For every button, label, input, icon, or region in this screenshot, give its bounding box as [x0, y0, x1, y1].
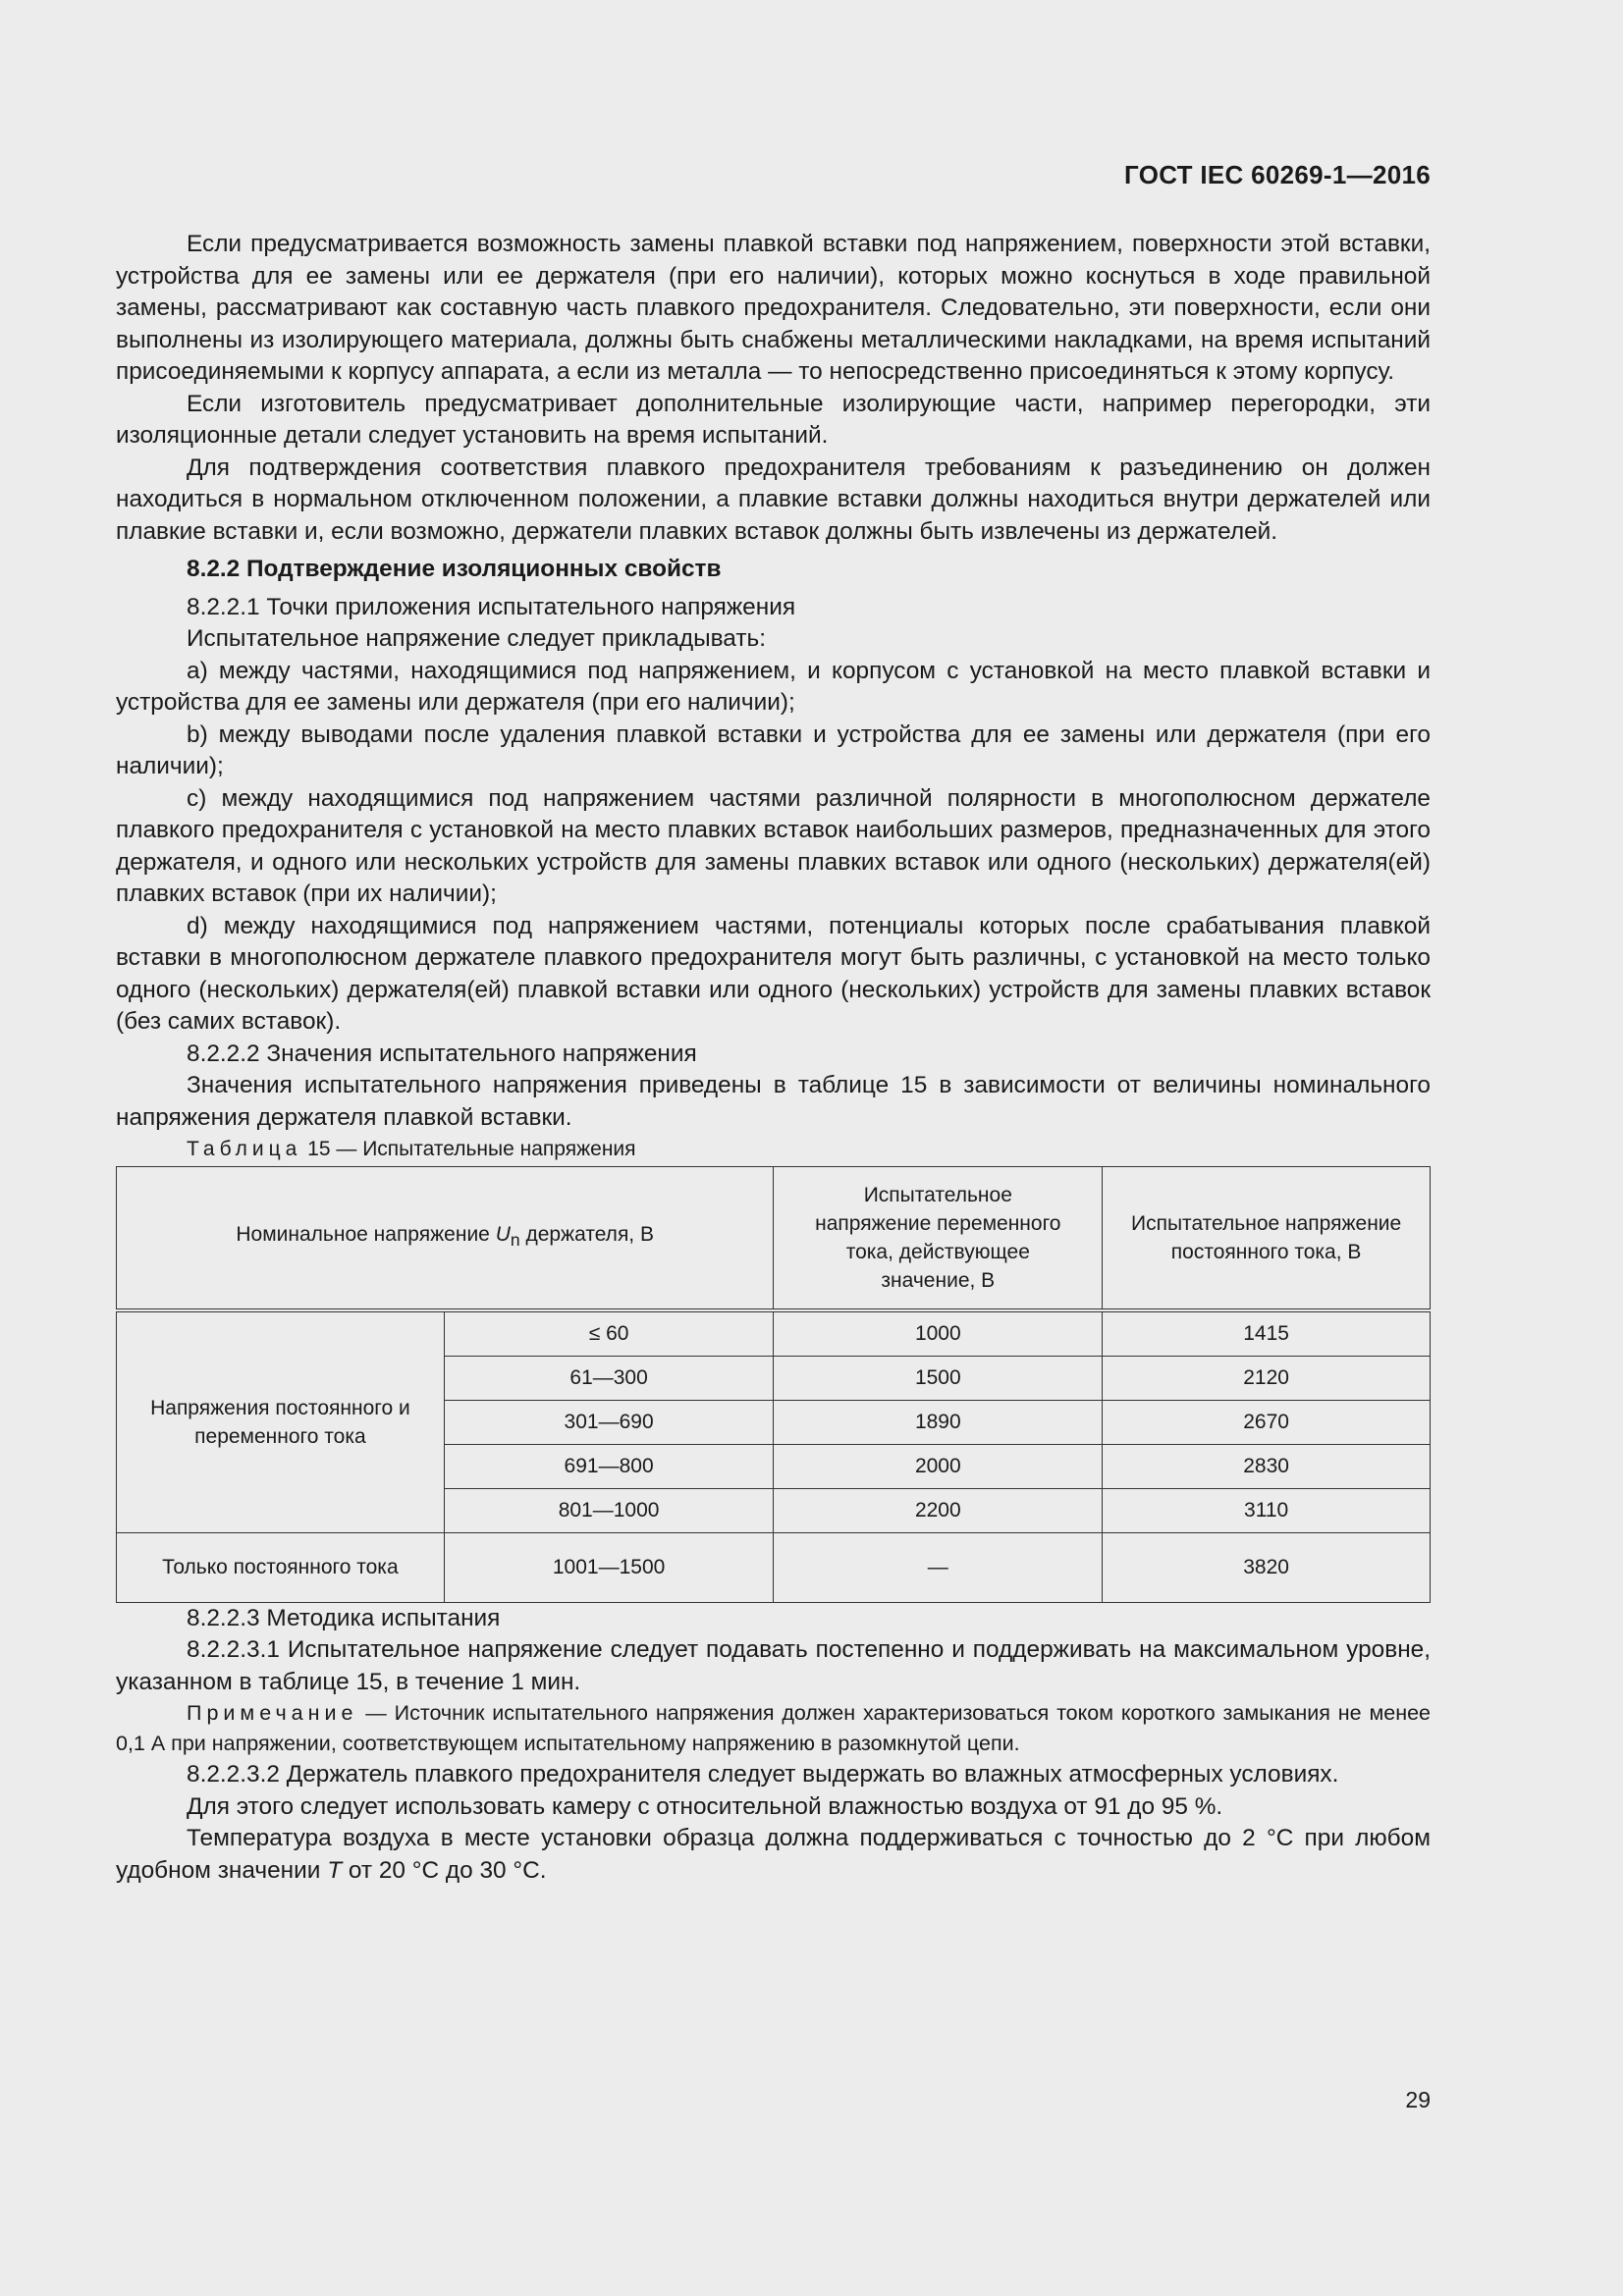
page-number: 29	[1405, 2087, 1431, 2112]
paragraph: Испытательное напряжение следует прикладывать:	[187, 625, 766, 652]
paragraph: Если изготовитель предусматривает дополнительные изолирующие части, например перегородки, эти изоляционные детали следует установить на время испытаний.	[116, 390, 1431, 449]
note	[116, 1698, 1431, 1759]
paragraph: Для подтверждения соответствия плавкого предохранителя требованиям к разъединению он должен находиться в нормальном отключенном положении, а плавкие вставки должны находиться внутри держателей или плавкие вставки и, если возможно, держатели плавких вставок должны быть извлечены из держателей.	[116, 454, 1431, 545]
cell-dc: 2120	[1103, 1356, 1431, 1400]
table-caption-title: 15 — Испытательные напряжения	[301, 1138, 636, 1160]
note-word: Примечание	[187, 1701, 358, 1725]
list-item: b) между выводами после удаления плавкой вставки и устройства для ее замены или держателя (при его наличии);	[116, 721, 1431, 779]
cell-range: 691—800	[444, 1444, 774, 1488]
cell-ac: 2000	[774, 1444, 1103, 1488]
cell-ac: 1890	[774, 1400, 1103, 1444]
cell-dc: 3820	[1103, 1532, 1431, 1602]
subsection-heading-8-2-2-3: 8.2.2.3 Методика испытания	[187, 1604, 501, 1631]
note-text: — Источник испытательного напряжения должен характеризоваться током короткого замыкания не менее 0,1 А при напряжении, соответствующем испытательному напряжению в разомкнутой цепи.	[116, 1701, 1431, 1755]
list-item: c) между находящимися под напряжением частями различной полярности в многополюсном держателе плавкого предохранителя с установкой на место плавких вставок наибольших размеров, предназначенных для этого держателя, и одного или нескольких устройств для замены плавких вставок или одного (нескольких) держателя(ей) плавких вставок (при их наличии);	[116, 784, 1431, 907]
subsection-heading-8-2-2-2: 8.2.2.2 Значения испытательного напряжения	[187, 1040, 697, 1067]
paragraph: 8.2.2.3.1 Испытательное напряжение следует подавать постепенно и поддерживать на максимальном уровне, указанном в таблице 15, в течение 1 мин.	[116, 1636, 1431, 1695]
cell-ac: 1000	[774, 1310, 1103, 1357]
cell-dc: 2670	[1103, 1400, 1431, 1444]
group-dc-only: Только постоянного тока	[117, 1532, 445, 1602]
header-rated-voltage: Номинальное напряжение $U_n$ держателя, В	[117, 1166, 774, 1310]
cell-ac: 2200	[774, 1488, 1103, 1532]
table-row	[117, 1310, 1431, 1357]
paragraph: Значения испытательного напряжения приведены в таблице 15 в зависимости от величины номинального напряжения держателя плавкой вставки.	[116, 1072, 1431, 1131]
list-item: a) между частями, находящимися под напряжением, и корпусом с установкой на место плавкой вставки и устройства для ее замены или держателя (при его наличии);	[116, 657, 1431, 716]
table-caption-word: Таблица	[187, 1138, 302, 1160]
table-row	[117, 1532, 1431, 1602]
table-header-row	[117, 1166, 1431, 1310]
cell-ac: 1500	[774, 1356, 1103, 1400]
cell-range: 1001—1500	[444, 1532, 774, 1602]
cell-range: 301—690	[444, 1400, 774, 1444]
cell-dc: 3110	[1103, 1488, 1431, 1532]
group-ac-dc: Напряжения постоянного и переменного тока	[117, 1310, 445, 1533]
subsection-heading-8-2-2-1: 8.2.2.1 Точки приложения испытательного напряжения	[187, 593, 796, 620]
paragraph: Если предусматривается возможность замены плавкой вставки под напряжением, поверхности этой вставки, устройства для ее замены или ее держателя (при его наличии), которых можно коснуться в ходе правильной замены, рассматривают как составную часть плавкого предохранителя. Следовательно, эти поверхности, если они выполнены из изолирующего материала, должны быть снабжены металлическими накладками, на время испытаний присоединяемыми к корпусу аппарата, а если из металла — то непосредственно присоединяться к этому корпусу.	[116, 231, 1431, 385]
list-item: d) между находящимися под напряжением частями, потенциалы которых после срабатывания плавкой вставки в многополюсном держателе плавкого предохранителя могут быть различны, с установкой на место только одного (нескольких) держателя(ей) плавкой вставки или одного (нескольких) устройств для замены плавких вставок (без самих вставок).	[116, 912, 1431, 1035]
paragraph: 8.2.2.3.2 Держатель плавкого предохранителя следует выдержать во влажных атмосферных условиях.	[187, 1761, 1339, 1788]
cell-range: 801—1000	[444, 1488, 774, 1532]
header-dc-test-voltage: Испытательное напряжение постоянного тока, В	[1103, 1166, 1431, 1310]
test-voltage-table	[116, 1166, 1431, 1603]
cell-dc: 2830	[1103, 1444, 1431, 1488]
cell-ac: —	[774, 1532, 1103, 1602]
document-body	[116, 229, 1431, 1887]
document-header: ГОСТ IEC 60269-1—2016	[1124, 160, 1431, 189]
table-caption	[116, 1134, 1431, 1166]
header-ac-test-voltage: Испытательное напряжение переменного тока, действующее значение, В	[774, 1166, 1103, 1310]
cell-range: 61—300	[444, 1356, 774, 1400]
cell-dc: 1415	[1103, 1310, 1431, 1357]
paragraph: Для этого следует использовать камеру с относительной влажностью воздуха от 91 до 95 %.	[187, 1792, 1223, 1820]
cell-range: ≤ 60	[444, 1310, 774, 1357]
section-heading-8-2-2: 8.2.2 Подтверждение изоляционных свойств	[187, 556, 722, 582]
paragraph: Температура воздуха в месте установки образца должна поддерживаться с точностью до 2 °С при любом удобном значении T от 20 °С до 30 °С.	[116, 1825, 1431, 1884]
